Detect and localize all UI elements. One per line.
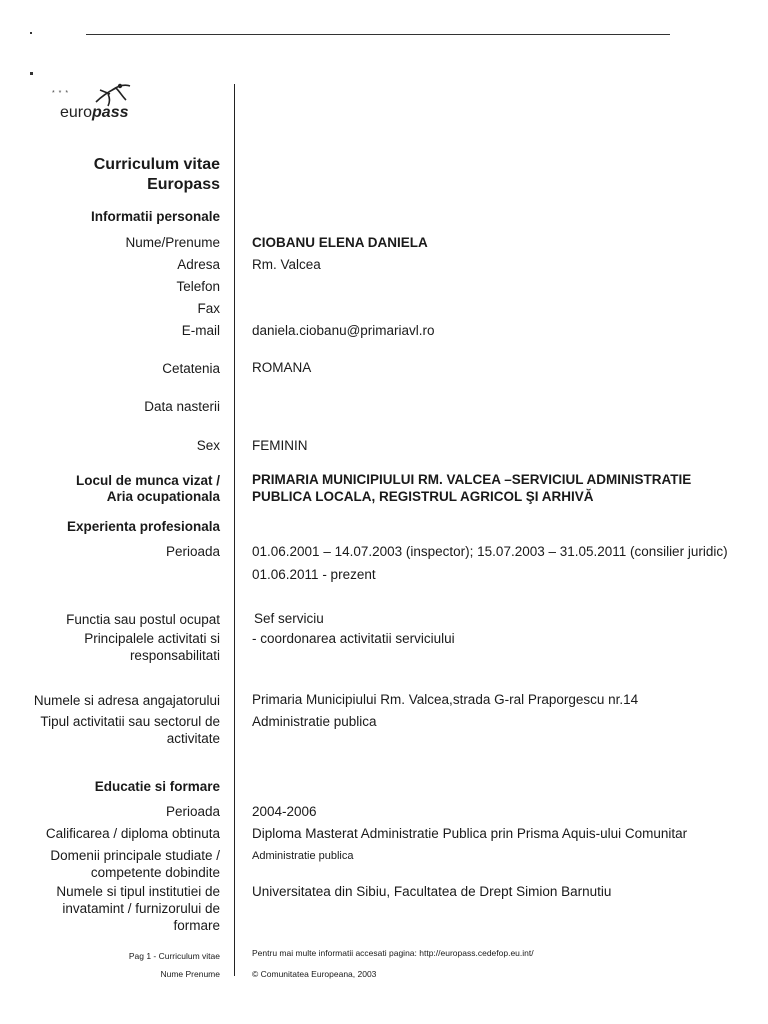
employer-value: Primaria Municipiului Rm. Valcea,strada G-ral Praporgescu nr.14 bbox=[252, 692, 639, 707]
footer-copyright: © Comunitatea Europeana, 2003 bbox=[252, 969, 377, 979]
section-personal: Informatii personale bbox=[90, 209, 220, 224]
institution-label-line1: Numele si tipul institutiei de bbox=[56, 884, 220, 899]
address-value: Rm. Valcea bbox=[252, 257, 321, 272]
education-period-label: Perioada bbox=[165, 804, 220, 819]
experience-period-label: Perioada bbox=[165, 544, 220, 559]
logo-prefix: euro bbox=[60, 104, 93, 121]
qualification-value: Diploma Masterat Administratie Publica prin Prisma Aquis-ului Comunitar bbox=[252, 826, 688, 841]
section-experience: Experienta profesionala bbox=[66, 519, 220, 534]
fields-label-line1: Domenii principale studiate / bbox=[50, 848, 220, 863]
position-label: Functia sau postul ocupat bbox=[66, 612, 220, 627]
address-label: Adresa bbox=[177, 257, 220, 272]
email-value: daniela.ciobanu@primariavl.ro bbox=[252, 323, 435, 338]
sector-label-line2: activitate bbox=[166, 731, 220, 746]
institution-value: Universitatea din Sibiu, Facultatea de Drept Simion Barnutiu bbox=[252, 884, 612, 899]
cv-title-line2: Europass bbox=[147, 176, 220, 193]
fields-value: Administratie publica bbox=[252, 850, 354, 862]
institution-label-line2: invatamint / furnizorului de bbox=[62, 901, 220, 916]
phone-label: Telefon bbox=[176, 279, 220, 294]
workplace-label-line1: Locul de munca vizat / bbox=[75, 473, 220, 488]
employer-label: Numele si adresa angajatorului bbox=[33, 693, 220, 708]
top-rule bbox=[86, 34, 670, 35]
activities-label-line2: responsabilitati bbox=[129, 648, 220, 663]
position-value: Sef serviciu bbox=[254, 611, 324, 626]
workplace-value-line1: PRIMARIA MUNICIPIULUI RM. VALCEA –SERVICIUL ADMINISTRATIE bbox=[252, 472, 692, 487]
experience-period-line1: 01.06.2001 – 14.07.2003 (inspector); 15.07.2003 – 31.05.2011 (consilier juridic) bbox=[252, 544, 728, 559]
activities-label-line1: Principalele activitati si bbox=[84, 631, 220, 646]
name-label: Nume/Prenume bbox=[125, 235, 220, 250]
qualification-label: Calificarea / diploma obtinuta bbox=[45, 826, 220, 841]
name-value: CIOBANU ELENA DANIELA bbox=[252, 235, 428, 250]
stars-icon: * * * bbox=[52, 90, 70, 97]
education-period-value: 2004-2006 bbox=[252, 804, 317, 819]
citizenship-value: ROMANA bbox=[252, 360, 312, 375]
workplace-value-line2: PUBLICA LOCALA, REGISTRUL AGRICOL ŞI ARHIVĂ bbox=[252, 489, 594, 504]
cv-title-line1: Curriculum vitae bbox=[93, 156, 220, 173]
scan-speck bbox=[30, 72, 33, 75]
fax-label: Fax bbox=[197, 301, 220, 316]
citizenship-label: Cetatenia bbox=[162, 361, 220, 376]
activities-value: - coordonarea activitatii serviciului bbox=[252, 631, 455, 646]
sector-label-line1: Tipul activitatii sau sectorul de bbox=[40, 714, 220, 729]
email-label: E-mail bbox=[181, 323, 220, 338]
sex-value: FEMININ bbox=[252, 438, 308, 453]
logo-suffix: pass bbox=[92, 104, 129, 121]
institution-label-line3: formare bbox=[173, 918, 220, 933]
sector-value: Administratie publica bbox=[252, 714, 377, 729]
footer-page: Pag 1 - Curriculum vitae bbox=[128, 951, 220, 961]
workplace-label-line2: Aria ocupationala bbox=[106, 489, 220, 504]
column-divider bbox=[234, 84, 235, 976]
footer-name: Nume Prenume bbox=[160, 969, 220, 979]
experience-period-line2: 01.06.2011 - prezent bbox=[252, 567, 376, 582]
fields-label-line2: competente dobindite bbox=[90, 865, 220, 880]
scan-speck bbox=[30, 32, 32, 34]
section-education: Educatie si formare bbox=[94, 779, 220, 794]
sex-label: Sex bbox=[196, 438, 220, 453]
logo-wordmark bbox=[60, 104, 129, 122]
europass-logo bbox=[50, 82, 160, 126]
birth-label: Data nasterii bbox=[144, 399, 220, 414]
footer-info: Pentru mai multe informatii accesati pagina: http://europass.cedefop.eu.int/ bbox=[252, 948, 534, 958]
